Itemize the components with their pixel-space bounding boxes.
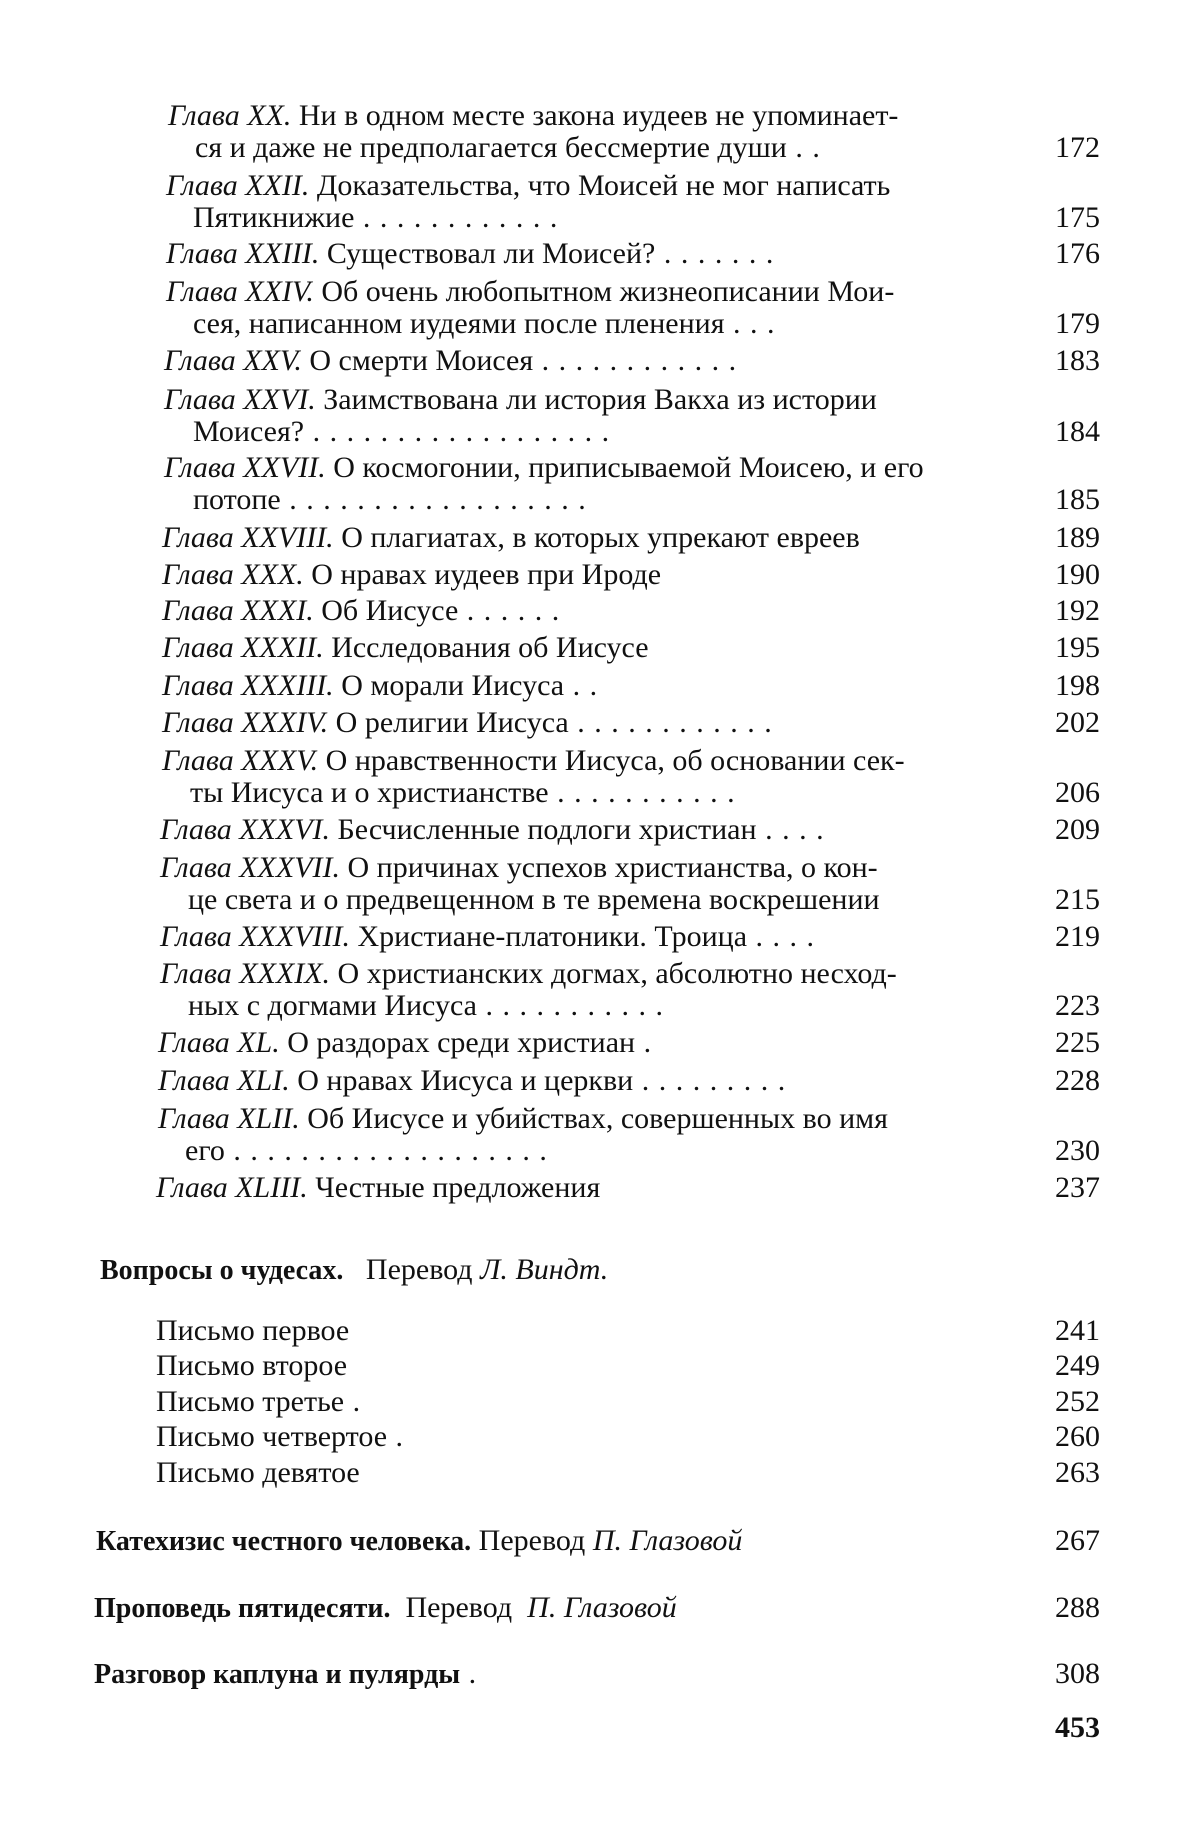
chapter-title-cont: це света и о предвещенном в те времена воскрешении: [188, 883, 880, 916]
page-number: 225: [1055, 1026, 1100, 1059]
page-number: 260: [1055, 1420, 1100, 1453]
page-number: 192: [1055, 594, 1100, 627]
chapter-title: О нравах иудеев при Ироде: [303, 558, 662, 591]
chapter-label: Глава XXXVII.: [160, 851, 341, 884]
page-number: 198: [1055, 669, 1100, 702]
dot-leaders: . . . . . . . . . . .: [476, 989, 664, 1022]
chapter-title-cont: ся и даже не предполагается бессмертие души: [195, 131, 787, 164]
chapter-title: О раздорах среди христиан: [279, 1026, 636, 1059]
dot-leaders: . . . . . . . . . . . .: [533, 344, 738, 377]
chapter-label: Глава XXXI.: [162, 594, 314, 627]
chapter-label: Глава XXXII.: [162, 631, 324, 664]
page-number: 189: [1055, 521, 1100, 554]
letter-title: Письмо третье: [156, 1385, 345, 1418]
chapter-title: Доказательства, что Моисей не мог написать: [309, 169, 891, 202]
page-number: 209: [1055, 813, 1100, 846]
chapter-title: О смерти Моисея: [301, 344, 534, 377]
chapter-title: Бесчисленные подлоги христиан: [330, 813, 757, 846]
chapter-title: О причинах успехов христианства, о кон-: [340, 851, 878, 884]
page-number: 252: [1055, 1385, 1100, 1418]
dot-leaders: . . . . . . . . . . . . . . . . . . .: [224, 1134, 548, 1167]
page-number: 172: [1055, 131, 1100, 164]
page-number: 206: [1055, 776, 1100, 809]
chapter-title: О нравах Иисуса и церкви: [289, 1064, 634, 1097]
letter-title: Письмо девятое: [156, 1456, 360, 1489]
translator-name: П. Глазовой: [527, 1591, 677, 1624]
chapter-title: Ни в одном месте закона иудеев не упоминает-: [291, 99, 899, 132]
letter-title: Письмо четвертое: [156, 1420, 388, 1453]
translator-prefix: Перевод: [478, 1524, 586, 1557]
chapter-label: Глава XXX.: [162, 558, 304, 591]
dot-leaders: . . . . . . . . . . .: [548, 776, 736, 809]
chapter-title: О религии Иисуса: [328, 706, 569, 739]
page-number: 228: [1055, 1064, 1100, 1097]
dot-leaders: . . . . . . . . . . . .: [354, 201, 559, 234]
dot-leaders: . . . . . . . . . . . . . . . . . .: [304, 415, 611, 448]
translator-prefix: Перевод: [365, 1253, 473, 1286]
translator-name: П. Глазовой: [592, 1524, 743, 1557]
translator-name: Л. Виндт.: [480, 1253, 609, 1286]
dot-leaders: . . .: [724, 307, 776, 340]
chapter-title: Честные предложения: [307, 1171, 601, 1204]
chapter-label: Глава XXV.: [164, 344, 302, 377]
dot-leaders: .: [460, 1657, 478, 1690]
dot-leaders: . . . . . . . . .: [633, 1064, 787, 1097]
chapter-title-cont: ты Иисуса и о христианстве: [190, 776, 549, 809]
work-title: Катехизис честного человека.: [96, 1526, 472, 1557]
page-number: 215: [1055, 883, 1100, 916]
chapter-title-cont: сея, написанном иудеями после пленения: [193, 307, 725, 340]
page-number: 176: [1055, 237, 1100, 270]
dot-leaders: . . . .: [747, 920, 816, 953]
chapter-label: Глава XXXVIII.: [160, 920, 351, 953]
chapter-title-cont: потопе: [193, 483, 281, 516]
work-title: Проповедь пятидесяти.: [94, 1593, 391, 1624]
folio-page-number: 453: [1055, 1711, 1100, 1744]
chapter-label: Глава XXXVI.: [160, 813, 331, 846]
page-number: 263: [1055, 1456, 1100, 1489]
chapter-title: О нравственности Иисуса, об основании сек-: [318, 744, 905, 777]
page-number: 183: [1055, 344, 1100, 377]
chapter-title-cont: его: [185, 1134, 225, 1167]
chapter-label: Глава XXIII.: [166, 237, 320, 270]
page-number: 184: [1055, 415, 1100, 448]
page-number: 288: [1055, 1591, 1100, 1624]
dot-leaders: .: [635, 1026, 653, 1059]
dot-leaders: . . . . . . . . . . . . . . . . . .: [280, 483, 587, 516]
chapter-label: Глава XXXV.: [162, 744, 319, 777]
chapter-title: Об Иисусе: [313, 594, 459, 627]
chapter-label: Глава XLII.: [158, 1102, 300, 1135]
chapter-label: Глава XX.: [168, 99, 292, 132]
dot-leaders: . . . . . . . . . . . .: [568, 706, 773, 739]
page-number: 202: [1055, 706, 1100, 739]
chapter-label: Глава XL.: [158, 1026, 280, 1059]
page-number: 179: [1055, 307, 1100, 340]
chapter-label: Глава XXXIX.: [160, 957, 331, 990]
page-number: 185: [1055, 483, 1100, 516]
page-number: 195: [1055, 631, 1100, 664]
dot-leaders: . .: [786, 131, 821, 164]
page-number: 219: [1055, 920, 1100, 953]
dot-leaders: . . . . . .: [458, 594, 561, 627]
page-number: 241: [1055, 1314, 1100, 1347]
chapter-title-cont: Моисея?: [193, 415, 305, 448]
chapter-title: Заимствована ли история Вакха из истории: [315, 383, 877, 416]
chapter-title: О космогонии, приписываемой Моисею, и его: [325, 451, 924, 484]
dot-leaders: . .: [564, 669, 599, 702]
chapter-label: Глава XXVIII.: [162, 521, 334, 554]
chapter-title: Существовал ли Моисей?: [319, 237, 656, 270]
chapter-label: Глава XLIII.: [156, 1171, 308, 1204]
page-number: 223: [1055, 989, 1100, 1022]
chapter-title-cont: ных с догмами Иисуса: [188, 989, 477, 1022]
chapter-label: Глава XXII.: [166, 169, 310, 202]
dot-leaders: . . . . . . .: [655, 237, 775, 270]
chapter-title: О морали Иисуса: [333, 669, 565, 702]
page-number: 249: [1055, 1349, 1100, 1382]
section-title: Вопросы о чудесах.: [100, 1255, 344, 1286]
chapter-title: Об очень любопытном жизнеописании Мои-: [313, 275, 895, 308]
chapter-label: Глава XXVI.: [164, 383, 316, 416]
chapter-title: Об Иисусе и убийствах, совершенных во имя: [299, 1102, 888, 1135]
chapter-label: Глава XXVII.: [164, 451, 326, 484]
page-number: 267: [1055, 1524, 1100, 1557]
chapter-title: О христианских догмах, абсолютно несход-: [330, 957, 897, 990]
letter-title: Письмо второе: [156, 1349, 348, 1382]
dot-leaders: .: [344, 1385, 362, 1418]
page-number: 190: [1055, 558, 1100, 591]
chapter-label: Глава XXXIV.: [162, 706, 329, 739]
chapter-title-cont: Пятикнижие: [193, 201, 355, 234]
page-number: 237: [1055, 1171, 1100, 1204]
page-number: 308: [1055, 1657, 1100, 1690]
chapter-title: Христиане-платоники. Троица: [350, 920, 748, 953]
chapter-label: Глава XXXIII.: [162, 669, 334, 702]
chapter-title: О плагиатах, в которых упрекают евреев: [333, 521, 860, 554]
translator-prefix: Перевод: [405, 1591, 513, 1624]
page-number: 230: [1055, 1134, 1100, 1167]
chapter-title: Исследования об Иисусе: [323, 631, 649, 664]
chapter-label: Глава XXIV.: [166, 275, 314, 308]
letter-title: Письмо первое: [156, 1314, 350, 1347]
chapter-label: Глава XLI.: [158, 1064, 290, 1097]
dot-leaders: .: [387, 1420, 405, 1453]
page-number: 175: [1055, 201, 1100, 234]
work-title: Разговор каплуна и пулярды: [94, 1659, 461, 1690]
dot-leaders: . . . .: [756, 813, 825, 846]
